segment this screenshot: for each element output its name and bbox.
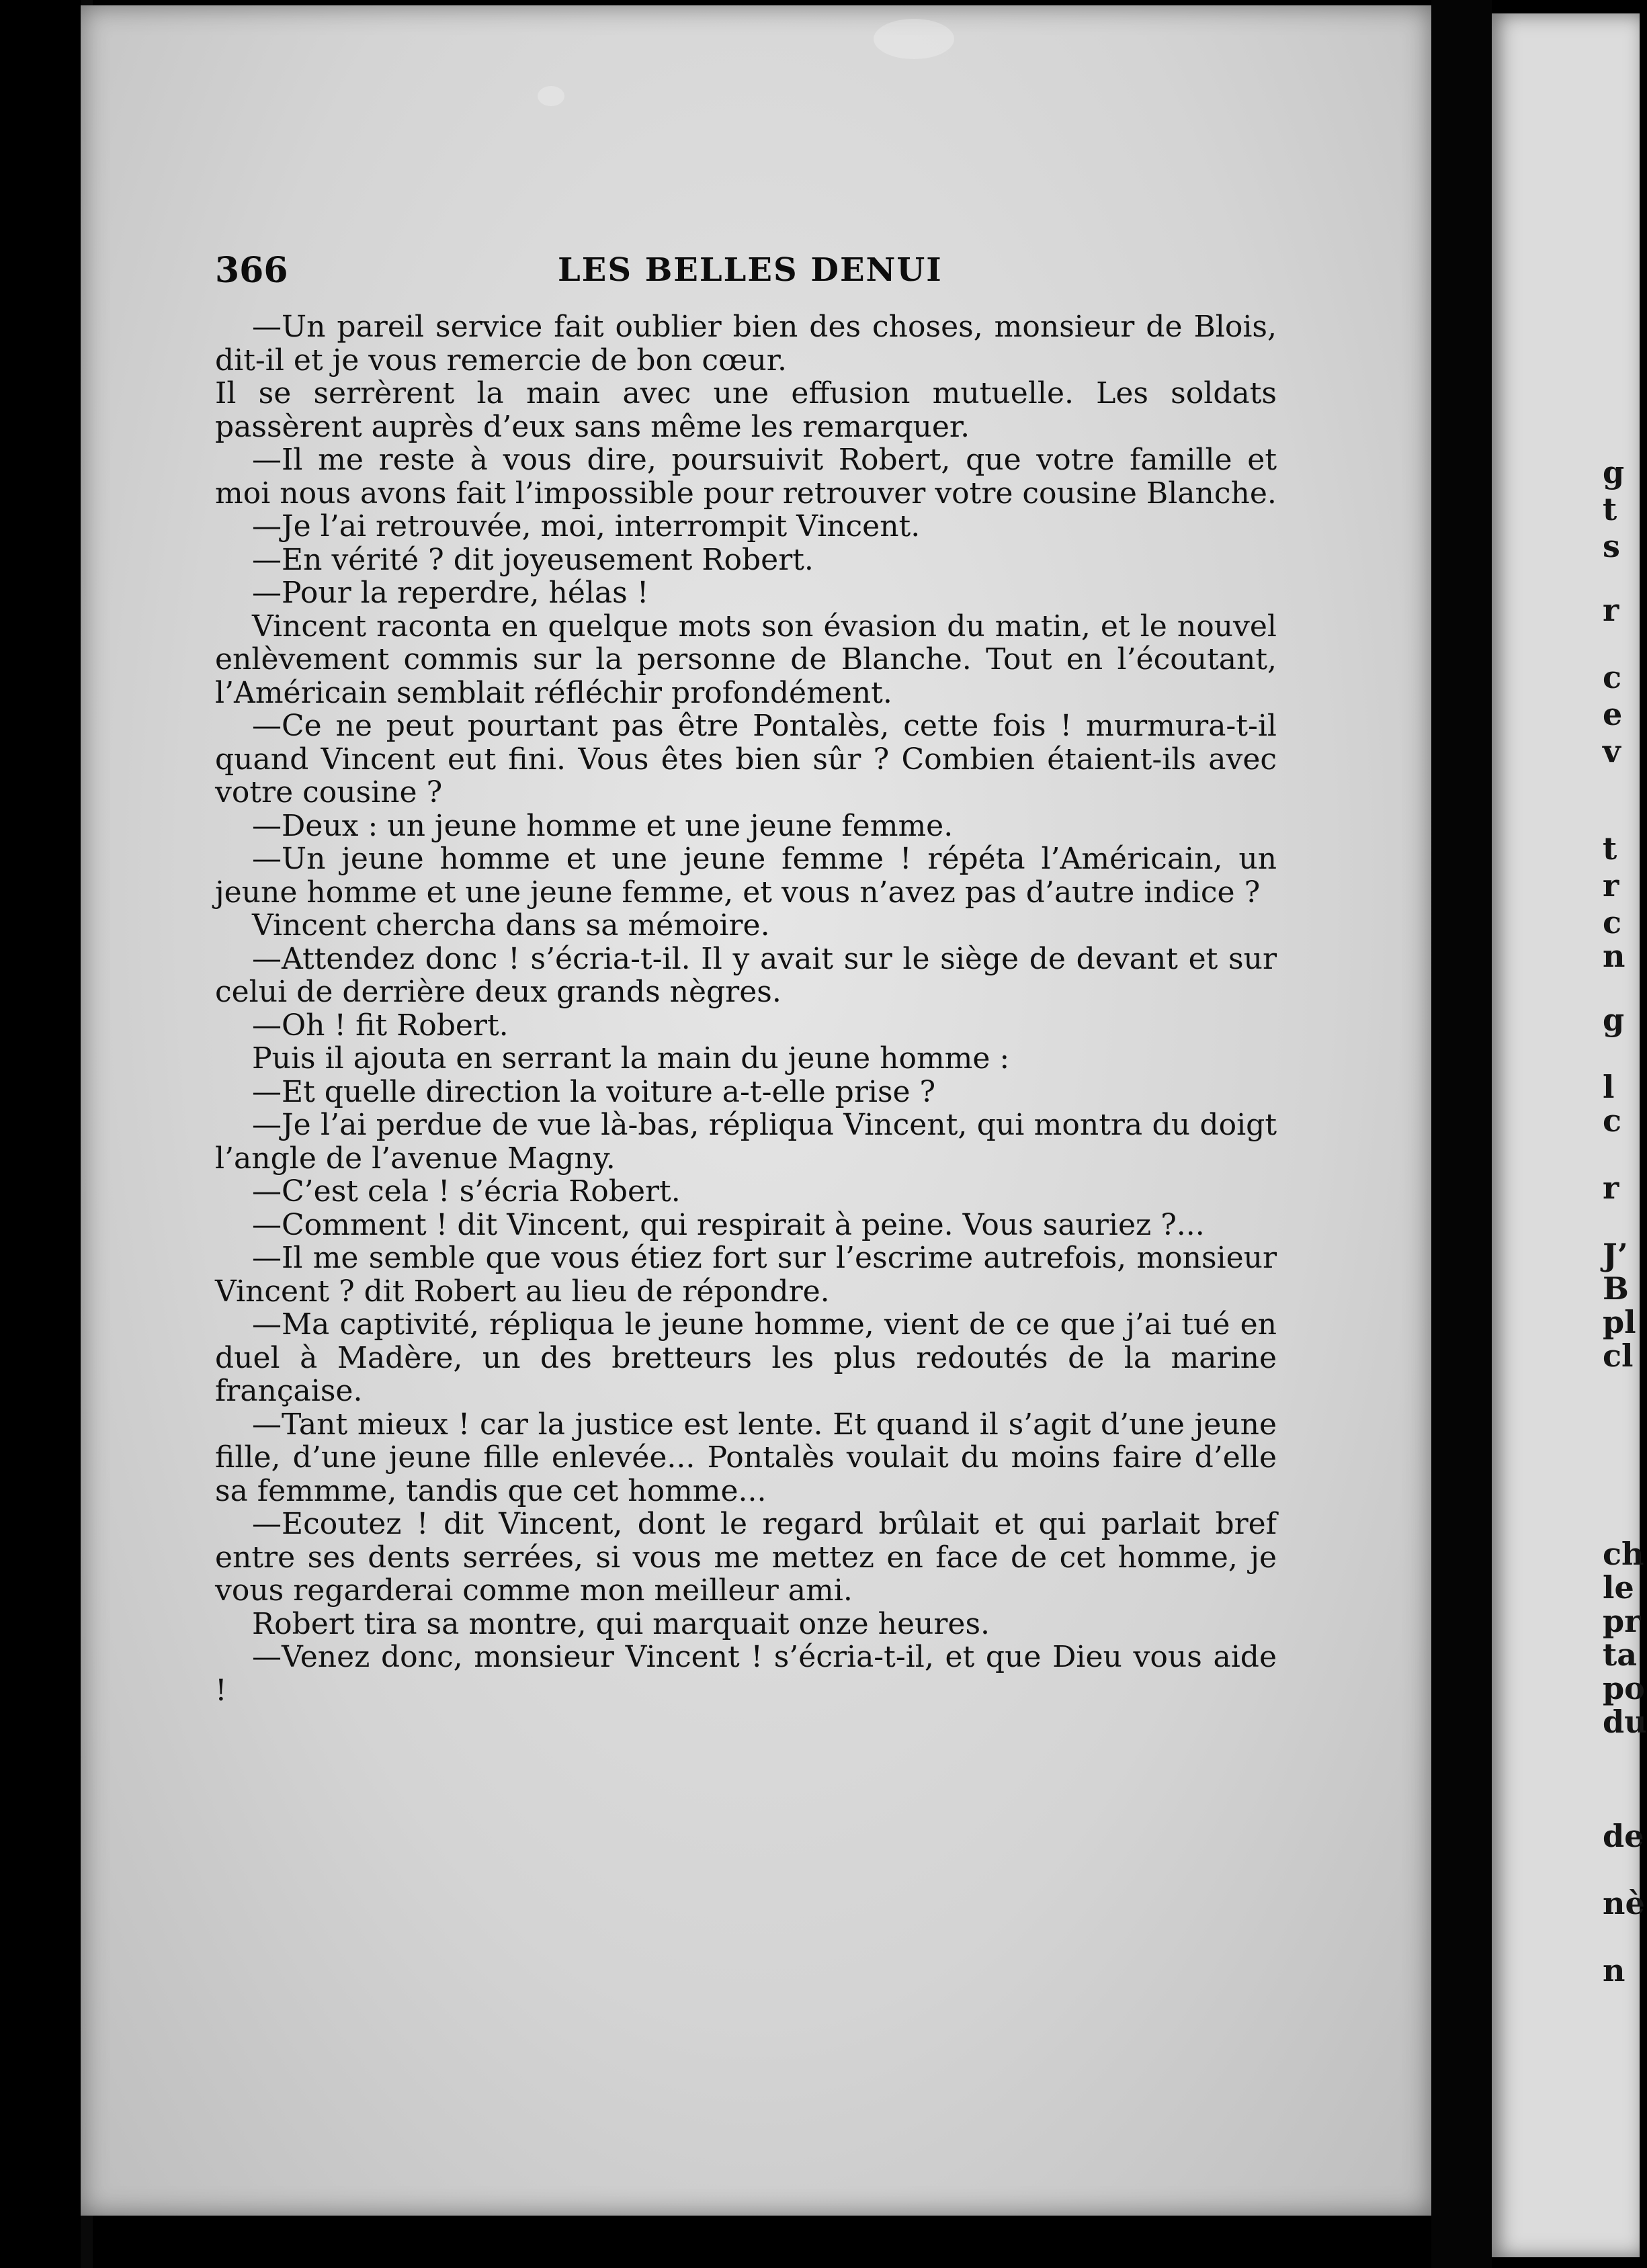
paper-stain: [874, 19, 954, 59]
paragraph: —Un jeune homme et une jeune femme ! répéta l’Américain, un jeune homme et une jeune femme, et vous n’avez pas d’autre indice ?: [215, 842, 1277, 910]
paragraph: —Ma captivité, répliqua le jeune homme, vient de ce que j’ai tué en duel à Madère, un des bretteurs les plus redoutés de la marine française.: [215, 1307, 1277, 1408]
facing-page-fragment: l: [1603, 1069, 1615, 1105]
paragraph: —Un pareil service fait oublier bien des choses, monsieur de Blois, dit-il et je vous remercie de bon cœur.: [215, 310, 1277, 378]
facing-page-fragment: nè: [1603, 1885, 1645, 1921]
paragraph: —En vérité ? dit joyeusement Robert.: [252, 542, 814, 577]
facing-page-fragment: r: [1603, 1170, 1619, 1206]
facing-page-fragment: le: [1603, 1569, 1634, 1606]
paragraph: —Tant mieux ! car la justice est lente. Et quand il s’agit d’une jeune fille, d’une jeune fille enlevée... Pontalès voulait du moins faire d’elle sa femmme, tandis que cet homme...: [215, 1407, 1277, 1508]
page-header: [215, 250, 1277, 297]
facing-page-fragment: cl: [1603, 1338, 1634, 1374]
facing-page-fragment: pr: [1603, 1603, 1641, 1639]
facing-page-fragment: g: [1603, 454, 1625, 490]
book-gutter: [1431, 0, 1492, 2268]
paragraph: —Oh ! fit Robert.: [252, 1008, 509, 1043]
running-title: LES BELLES DENUI: [558, 251, 943, 289]
facing-page-fragment: s: [1603, 528, 1620, 564]
facing-page-fragment: v: [1603, 733, 1621, 769]
paragraph: —Ecoutez ! dit Vincent, dont le regard brûlait et qui parlait bref entre ses dents serrées, si vous me mettez en face de cet homme, je vous regarderai comme mon meilleur ami.: [215, 1507, 1277, 1608]
paragraph: Il se serrèrent la main avec une effusion mutuelle. Les soldats passèrent auprès d’eux sans même les remarquer.: [215, 376, 1277, 444]
facing-page-fragment: n: [1603, 1952, 1625, 1989]
paper-stain: [538, 86, 564, 106]
paragraph: —Il me semble que vous étiez fort sur l’escrime autrefois, monsieur Vincent ? dit Robert au lieu de répondre.: [215, 1241, 1277, 1309]
paragraph: Vincent chercha dans sa mémoire.: [252, 908, 770, 943]
facing-page-fragment: po: [1603, 1670, 1645, 1706]
paragraph: —Comment ! dit Vincent, qui respirait à peine. Vous sauriez ?...: [252, 1207, 1205, 1242]
facing-page-fragment: n: [1603, 938, 1625, 974]
facing-page-fragment: e: [1603, 696, 1623, 732]
paragraph: —Pour la reperdre, hélas !: [252, 576, 649, 610]
facing-page-fragment: J’: [1603, 1237, 1628, 1273]
facing-page-fragment: pl: [1603, 1304, 1636, 1340]
facing-page-fragment: B: [1603, 1270, 1629, 1307]
page-number: 366: [215, 250, 288, 291]
facing-page-fragment: c: [1603, 1102, 1622, 1139]
paragraph: —Deux : un jeune homme et une jeune femme.: [252, 808, 954, 843]
paragraph: —Venez donc, monsieur Vincent ! s’écria-t-il, et que Dieu vous aide !: [215, 1640, 1277, 1708]
facing-page-fragment: ta: [1603, 1637, 1638, 1673]
facing-page-fragment: t: [1603, 830, 1617, 867]
paragraph: Vincent raconta en quelque mots son évasion du matin, et le nouvel enlèvement commis sur la personne de Blanche. Tout en l’écoutant, l’Américain semblait réfléchir profondément.: [215, 609, 1277, 710]
paragraph: —C’est cela ! s’écria Robert.: [252, 1174, 681, 1209]
paragraph: Puis il ajouta en serrant la main du jeune homme :: [252, 1041, 1010, 1076]
paragraph: —Je l’ai perdue de vue là-bas, répliqua Vincent, qui montra du doigt l’angle de l’avenue Magny.: [215, 1108, 1277, 1176]
facing-page-fragment: du: [1603, 1704, 1647, 1740]
facing-page-fragment: t: [1603, 491, 1617, 527]
paragraph: —Ce ne peut pourtant pas être Pontalès, cette fois ! murmura-t-il quand Vincent eut fini. Vous êtes bien sûr ? Combien étaient-ils avec votre cousine ?: [215, 709, 1277, 810]
body-text: [215, 310, 1277, 1707]
facing-page-fragment: ch: [1603, 1536, 1644, 1572]
paragraph: —Et quelle direction la voiture a-t-elle prise ?: [252, 1074, 936, 1109]
paragraph: —Il me reste à vous dire, poursuivit Robert, que votre famille et moi nous avons fait l’impossible pour retrouver votre cousine Blanche.: [215, 443, 1277, 511]
paragraph: Robert tira sa montre, qui marquait onze heures.: [252, 1606, 990, 1641]
paragraph: —Attendez donc ! s’écria-t-il. Il y avait sur le siège de devant et sur celui de derrière deux grands nègres.: [215, 941, 1277, 1009]
facing-page-fragment: g: [1603, 1002, 1625, 1038]
facing-page-fragment: r: [1603, 592, 1619, 628]
paragraph: —Je l’ai retrouvée, moi, interrompit Vincent.: [252, 509, 921, 543]
facing-page-fragment: c: [1603, 904, 1622, 941]
facing-page-fragment: c: [1603, 659, 1622, 695]
facing-page-fragment: de: [1603, 1818, 1644, 1854]
facing-page-fragment: r: [1603, 867, 1619, 904]
